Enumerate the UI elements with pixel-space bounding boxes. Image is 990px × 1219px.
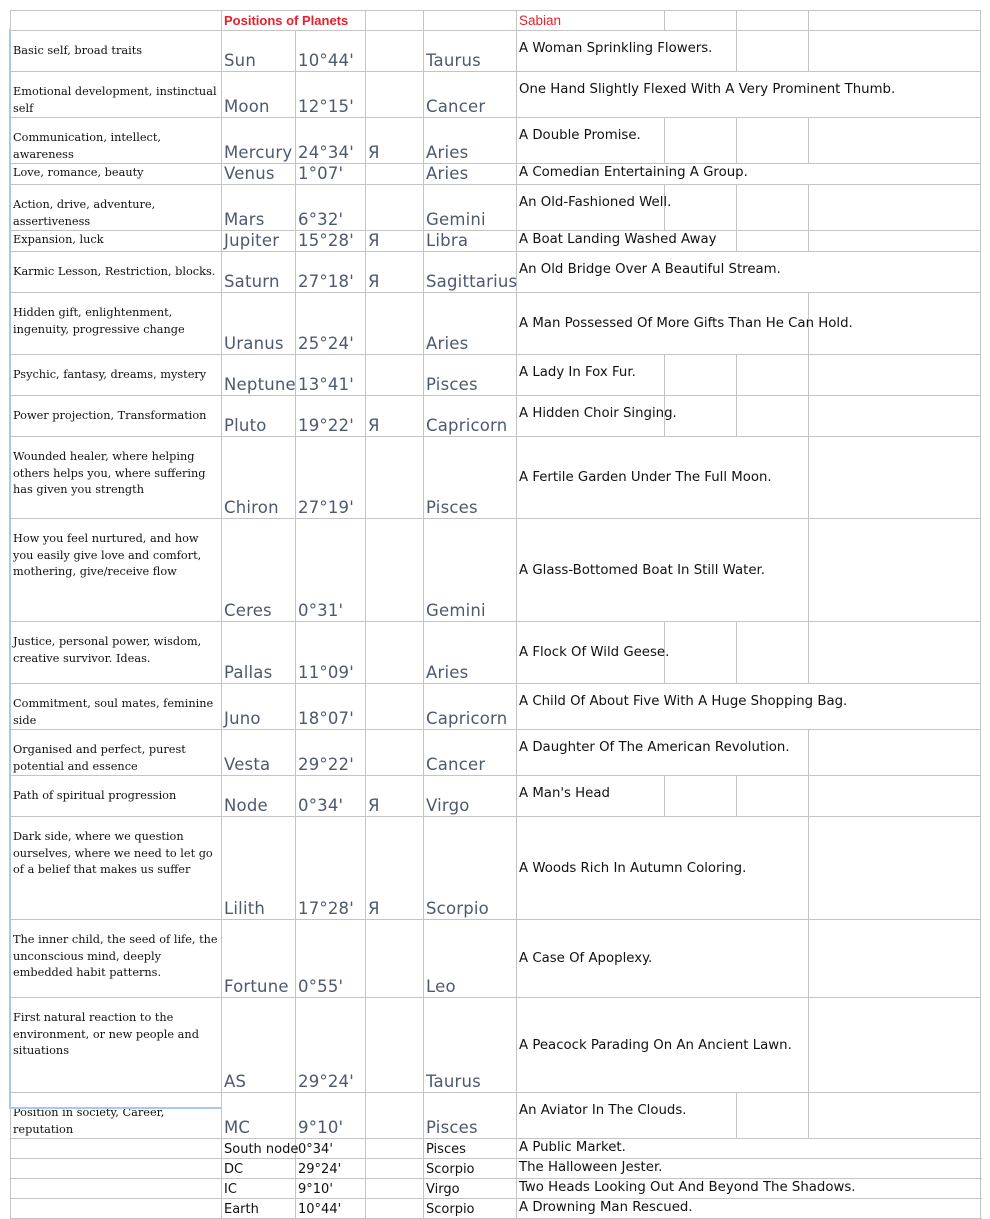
planet-degree[interactable]: 27°19' bbox=[296, 437, 366, 519]
planet-name[interactable]: Vesta bbox=[222, 730, 296, 776]
cell[interactable] bbox=[809, 118, 981, 164]
sabian-symbol[interactable]: A Man's Head bbox=[517, 776, 665, 817]
sabian-symbol[interactable]: A Lady In Fox Fur. bbox=[517, 355, 665, 396]
meaning-text: Dark side, where we question ourselves, where we need to let go of a belief that makes us suffer bbox=[13, 830, 213, 876]
retrograde-mark[interactable] bbox=[366, 72, 424, 118]
table-row bbox=[11, 1199, 981, 1219]
planet-degree[interactable]: 29°22' bbox=[296, 730, 366, 776]
table-row bbox=[11, 776, 981, 817]
sabian-symbol[interactable]: A Comedian Entertaining A Group. bbox=[517, 164, 981, 185]
retrograde-mark[interactable] bbox=[366, 519, 424, 622]
retrograde-mark[interactable] bbox=[366, 1139, 424, 1159]
cell[interactable] bbox=[737, 118, 809, 164]
zodiac-sign[interactable]: Taurus bbox=[424, 998, 517, 1093]
meaning-cell[interactable] bbox=[11, 164, 222, 185]
cell[interactable] bbox=[737, 31, 809, 72]
meaning-cell[interactable] bbox=[11, 293, 222, 355]
zodiac-sign[interactable]: Scorpio bbox=[424, 1159, 517, 1179]
meaning-text: Position in society, Career, reputation bbox=[13, 1106, 165, 1136]
retrograde-mark[interactable] bbox=[366, 164, 424, 185]
cell[interactable] bbox=[737, 355, 809, 396]
table-row bbox=[11, 72, 981, 118]
planet-degree[interactable]: 6°32' bbox=[296, 185, 366, 231]
meaning-cell[interactable] bbox=[11, 776, 222, 817]
table-row bbox=[11, 185, 981, 231]
meaning-text: Path of spiritual progression bbox=[13, 789, 177, 802]
zodiac-sign[interactable]: Aries bbox=[424, 164, 517, 185]
planet-positions-sheet bbox=[10, 10, 981, 1219]
planet-name[interactable]: Lilith bbox=[222, 817, 296, 920]
meaning-text: Expansion, luck bbox=[13, 233, 104, 246]
cell[interactable] bbox=[737, 396, 809, 437]
table-row bbox=[11, 684, 981, 730]
planet-name[interactable]: Pluto bbox=[222, 396, 296, 437]
sabian-symbol[interactable]: A Fertile Garden Under The Full Moon. bbox=[517, 437, 809, 519]
cell[interactable] bbox=[809, 1093, 981, 1139]
planet-name[interactable]: Mars bbox=[222, 185, 296, 231]
meaning-cell[interactable] bbox=[11, 622, 222, 684]
planet-name[interactable]: Jupiter bbox=[222, 231, 296, 252]
planet-name[interactable]: Mercury bbox=[222, 118, 296, 164]
cell[interactable] bbox=[809, 920, 981, 998]
meaning-text: The inner child, the seed of life, the unconscious mind, deeply embedded habit patterns. bbox=[13, 933, 218, 979]
meaning-text: Hidden gift, enlightenment, ingenuity, progressive change bbox=[13, 306, 185, 336]
planet-name[interactable]: Chiron bbox=[222, 437, 296, 519]
table-row bbox=[11, 1139, 981, 1159]
retrograde-mark[interactable]: Я bbox=[366, 252, 424, 293]
zodiac-sign[interactable]: Gemini bbox=[424, 185, 517, 231]
zodiac-sign[interactable]: Cancer bbox=[424, 730, 517, 776]
cell[interactable] bbox=[665, 622, 737, 684]
retrograde-mark[interactable] bbox=[366, 684, 424, 730]
table-row bbox=[11, 622, 981, 684]
cell[interactable] bbox=[809, 355, 981, 396]
sabian-header[interactable]: Sabian bbox=[517, 11, 665, 31]
cell[interactable] bbox=[11, 11, 222, 31]
sabian-symbol[interactable]: A Boat Landing Washed Away bbox=[517, 231, 737, 252]
meaning-cell[interactable] bbox=[11, 72, 222, 118]
cell[interactable] bbox=[665, 776, 737, 817]
zodiac-sign[interactable]: Pisces bbox=[424, 437, 517, 519]
meaning-text: Psychic, fantasy, dreams, mystery bbox=[13, 368, 207, 381]
planet-degree[interactable]: 15°28' bbox=[296, 231, 366, 252]
retrograde-mark[interactable] bbox=[366, 1179, 424, 1199]
retrograde-mark[interactable]: Я bbox=[366, 118, 424, 164]
planet-name[interactable]: Uranus bbox=[222, 293, 296, 355]
planet-name[interactable]: Sun bbox=[222, 31, 296, 72]
planet-degree[interactable]: 17°28' bbox=[296, 817, 366, 920]
planet-degree[interactable]: 10°44' bbox=[296, 1199, 366, 1219]
meaning-cell[interactable] bbox=[11, 684, 222, 730]
zodiac-sign[interactable]: Scorpio bbox=[424, 1199, 517, 1219]
planet-name[interactable]: Moon bbox=[222, 72, 296, 118]
planet-name[interactable]: MC bbox=[222, 1093, 296, 1139]
planet-degree[interactable]: 25°24' bbox=[296, 293, 366, 355]
table-row bbox=[11, 164, 981, 185]
meaning-text: Action, drive, adventure, assertiveness bbox=[13, 198, 156, 228]
zodiac-sign[interactable]: Scorpio bbox=[424, 817, 517, 920]
zodiac-sign[interactable]: Gemini bbox=[424, 519, 517, 622]
table-row bbox=[11, 1159, 981, 1179]
meaning-cell[interactable] bbox=[11, 231, 222, 252]
retrograde-mark[interactable] bbox=[366, 1199, 424, 1219]
planet-name[interactable]: Pallas bbox=[222, 622, 296, 684]
cell[interactable] bbox=[665, 355, 737, 396]
zodiac-sign[interactable]: Capricorn bbox=[424, 396, 517, 437]
sabian-symbol[interactable]: A Glass-Bottomed Boat In Still Water. bbox=[517, 519, 809, 622]
sabian-symbol[interactable]: A Man Possessed Of More Gifts Than He Can Hold. bbox=[517, 293, 809, 355]
sabian-symbol[interactable]: Two Heads Looking Out And Beyond The Shadows. bbox=[517, 1179, 981, 1199]
sabian-symbol[interactable]: One Hand Slightly Flexed With A Very Prominent Thumb. bbox=[517, 72, 981, 118]
table-row bbox=[11, 1093, 981, 1139]
zodiac-sign[interactable]: Pisces bbox=[424, 355, 517, 396]
sabian-symbol[interactable]: A Hidden Choir Singing. bbox=[517, 396, 665, 437]
sabian-symbol[interactable]: An Old Bridge Over A Beautiful Stream. bbox=[517, 252, 981, 293]
table-row bbox=[11, 396, 981, 437]
planet-degree[interactable]: 1°07' bbox=[296, 164, 366, 185]
planet-degree[interactable]: 11°09' bbox=[296, 622, 366, 684]
cell[interactable] bbox=[737, 776, 809, 817]
sabian-symbol[interactable]: A Double Promise. bbox=[517, 118, 665, 164]
sabian-symbol[interactable]: A Daughter Of The American Revolution. bbox=[517, 730, 809, 776]
table-row bbox=[11, 998, 981, 1093]
planet-degree[interactable]: 18°07' bbox=[296, 684, 366, 730]
table-row bbox=[11, 437, 981, 519]
zodiac-sign[interactable]: Cancer bbox=[424, 72, 517, 118]
sabian-symbol[interactable]: A Case Of Apoplexy. bbox=[517, 920, 809, 998]
planet-degree[interactable]: 29°24' bbox=[296, 998, 366, 1093]
meaning-text: How you feel nurtured, and how you easily give love and comfort, mothering, give/receive flow bbox=[13, 532, 202, 578]
table-row bbox=[11, 252, 981, 293]
retrograde-mark[interactable] bbox=[366, 355, 424, 396]
cell[interactable] bbox=[809, 730, 981, 776]
meaning-text: First natural reaction to the environment, or new people and situations bbox=[13, 1011, 199, 1057]
planet-degree[interactable]: 0°34' bbox=[296, 776, 366, 817]
table-row bbox=[11, 118, 981, 164]
cell[interactable] bbox=[809, 998, 981, 1093]
planet-degree[interactable]: 0°34' bbox=[296, 1139, 366, 1159]
meaning-cell[interactable] bbox=[11, 519, 222, 622]
planet-degree[interactable]: 27°18' bbox=[296, 252, 366, 293]
planet-degree[interactable]: 19°22' bbox=[296, 396, 366, 437]
cell[interactable] bbox=[809, 185, 981, 231]
retrograde-mark[interactable]: Я bbox=[366, 817, 424, 920]
planet-degree[interactable]: 13°41' bbox=[296, 355, 366, 396]
zodiac-sign[interactable]: Pisces bbox=[424, 1093, 517, 1139]
cell[interactable] bbox=[809, 622, 981, 684]
table-row bbox=[11, 1179, 981, 1199]
meaning-text: Commitment, soul mates, feminine side bbox=[13, 697, 214, 727]
planet-degree[interactable]: 24°34' bbox=[296, 118, 366, 164]
meaning-text: Justice, personal power, wisdom, creative survivor. Ideas. bbox=[13, 635, 202, 665]
cell[interactable] bbox=[424, 11, 517, 31]
planet-degree[interactable]: 0°31' bbox=[296, 519, 366, 622]
cell[interactable] bbox=[665, 396, 737, 437]
meaning-text: Emotional development, instinctual self bbox=[13, 85, 217, 115]
table-row bbox=[11, 817, 981, 920]
zodiac-sign[interactable]: Sagittarius bbox=[424, 252, 517, 293]
retrograde-mark[interactable] bbox=[366, 1159, 424, 1179]
meaning-cell[interactable] bbox=[11, 185, 222, 231]
cell[interactable] bbox=[809, 519, 981, 622]
zodiac-sign[interactable]: Capricorn bbox=[424, 684, 517, 730]
retrograde-mark[interactable]: Я bbox=[366, 776, 424, 817]
meaning-cell[interactable] bbox=[11, 118, 222, 164]
meaning-cell[interactable] bbox=[11, 1139, 222, 1159]
zodiac-sign[interactable]: Virgo bbox=[424, 776, 517, 817]
table-row bbox=[11, 355, 981, 396]
zodiac-sign[interactable]: Pisces bbox=[424, 1139, 517, 1159]
planet-degree[interactable]: 0°55' bbox=[296, 920, 366, 998]
cell[interactable] bbox=[809, 11, 981, 31]
cell[interactable] bbox=[665, 118, 737, 164]
cell[interactable] bbox=[809, 31, 981, 72]
cell[interactable] bbox=[366, 11, 424, 31]
retrograde-mark[interactable] bbox=[366, 998, 424, 1093]
meaning-cell[interactable] bbox=[11, 1179, 222, 1199]
planet-name[interactable]: Neptune bbox=[222, 355, 296, 396]
zodiac-sign[interactable]: Taurus bbox=[424, 31, 517, 72]
meaning-cell[interactable] bbox=[11, 252, 222, 293]
cell[interactable] bbox=[737, 185, 809, 231]
table-row bbox=[11, 730, 981, 776]
cell[interactable] bbox=[737, 622, 809, 684]
positions-header[interactable]: Positions of Planets bbox=[222, 11, 366, 31]
sabian-symbol[interactable]: A Woman Sprinkling Flowers. bbox=[517, 31, 737, 72]
planet-name[interactable]: South node bbox=[222, 1139, 296, 1159]
meaning-text: Karmic Lesson, Restriction, blocks. bbox=[13, 265, 216, 278]
meaning-text: Communication, intellect, awareness bbox=[13, 131, 161, 161]
cell[interactable] bbox=[737, 11, 809, 31]
cell[interactable] bbox=[809, 817, 981, 920]
meaning-cell[interactable] bbox=[11, 396, 222, 437]
meaning-text: Wounded healer, where helping others helps you, where suffering has given you strength bbox=[13, 450, 206, 496]
planet-name[interactable]: DC bbox=[222, 1159, 296, 1179]
table-row bbox=[11, 231, 981, 252]
cell[interactable] bbox=[665, 11, 737, 31]
table-row bbox=[11, 519, 981, 622]
planet-name[interactable]: Juno bbox=[222, 684, 296, 730]
retrograde-mark[interactable] bbox=[366, 293, 424, 355]
cell[interactable] bbox=[809, 231, 981, 252]
cell[interactable] bbox=[737, 231, 809, 252]
planet-degree[interactable]: 10°44' bbox=[296, 31, 366, 72]
cell[interactable] bbox=[809, 293, 981, 355]
retrograde-mark[interactable] bbox=[366, 730, 424, 776]
zodiac-sign[interactable]: Aries bbox=[424, 118, 517, 164]
retrograde-mark[interactable] bbox=[366, 31, 424, 72]
meaning-cell[interactable] bbox=[11, 31, 222, 72]
sabian-symbol[interactable]: An Aviator In The Clouds. bbox=[517, 1093, 737, 1139]
cell[interactable] bbox=[809, 437, 981, 519]
sabian-symbol[interactable]: A Public Market. bbox=[517, 1139, 981, 1159]
header-row bbox=[11, 11, 981, 31]
cell[interactable] bbox=[809, 776, 981, 817]
meaning-cell[interactable] bbox=[11, 1199, 222, 1219]
zodiac-sign[interactable]: Virgo bbox=[424, 1179, 517, 1199]
cell[interactable] bbox=[665, 185, 737, 231]
zodiac-sign[interactable]: Aries bbox=[424, 293, 517, 355]
planet-name[interactable]: Earth bbox=[222, 1199, 296, 1219]
planet-name[interactable]: Venus bbox=[222, 164, 296, 185]
planet-degree[interactable]: 29°24' bbox=[296, 1159, 366, 1179]
sabian-symbol[interactable]: A Woods Rich In Autumn Coloring. bbox=[517, 817, 809, 920]
meaning-cell[interactable] bbox=[11, 920, 222, 998]
planet-degree[interactable]: 12°15' bbox=[296, 72, 366, 118]
cell[interactable] bbox=[809, 396, 981, 437]
meaning-text: Organised and perfect, purest potential and essence bbox=[13, 743, 186, 773]
sabian-symbol[interactable]: A Flock Of Wild Geese. bbox=[517, 622, 665, 684]
meaning-cell[interactable] bbox=[11, 1093, 222, 1139]
meaning-text: Love, romance, beauty bbox=[13, 166, 144, 179]
sabian-symbol[interactable]: The Halloween Jester. bbox=[517, 1159, 981, 1179]
zodiac-sign[interactable]: Leo bbox=[424, 920, 517, 998]
meaning-text: Basic self, broad traits bbox=[13, 44, 143, 57]
planet-name[interactable]: Ceres bbox=[222, 519, 296, 622]
planet-degree[interactable]: 9°10' bbox=[296, 1179, 366, 1199]
sabian-symbol[interactable]: An Old-Fashioned Well. bbox=[517, 185, 665, 231]
planet-name[interactable]: Fortune bbox=[222, 920, 296, 998]
meaning-cell[interactable] bbox=[11, 1159, 222, 1179]
retrograde-mark[interactable] bbox=[366, 185, 424, 231]
retrograde-mark[interactable]: Я bbox=[366, 231, 424, 252]
meaning-cell[interactable] bbox=[11, 355, 222, 396]
planet-name[interactable]: AS bbox=[222, 998, 296, 1093]
retrograde-mark[interactable]: Я bbox=[366, 396, 424, 437]
table-row bbox=[11, 920, 981, 998]
sabian-symbol[interactable]: A Child Of About Five With A Huge Shopping Bag. bbox=[517, 684, 981, 730]
sabian-symbol[interactable]: A Drowning Man Rescued. bbox=[517, 1199, 981, 1219]
planet-name[interactable]: IC bbox=[222, 1179, 296, 1199]
planet-name[interactable]: Saturn bbox=[222, 252, 296, 293]
retrograde-mark[interactable] bbox=[366, 437, 424, 519]
zodiac-sign[interactable]: Aries bbox=[424, 622, 517, 684]
retrograde-mark[interactable] bbox=[366, 920, 424, 998]
planet-name[interactable]: Node bbox=[222, 776, 296, 817]
cell[interactable] bbox=[737, 1093, 809, 1139]
retrograde-mark[interactable] bbox=[366, 622, 424, 684]
meaning-cell[interactable] bbox=[11, 998, 222, 1093]
meaning-cell[interactable] bbox=[11, 730, 222, 776]
retrograde-mark[interactable] bbox=[366, 1093, 424, 1139]
planet-degree[interactable]: 9°10' bbox=[296, 1093, 366, 1139]
sabian-symbol[interactable]: A Peacock Parading On An Ancient Lawn. bbox=[517, 998, 809, 1093]
meaning-cell[interactable] bbox=[11, 437, 222, 519]
table-row bbox=[11, 31, 981, 72]
zodiac-sign[interactable]: Libra bbox=[424, 231, 517, 252]
table-row bbox=[11, 293, 981, 355]
meaning-text: Power projection, Transformation bbox=[13, 409, 207, 422]
meaning-cell[interactable] bbox=[11, 817, 222, 920]
